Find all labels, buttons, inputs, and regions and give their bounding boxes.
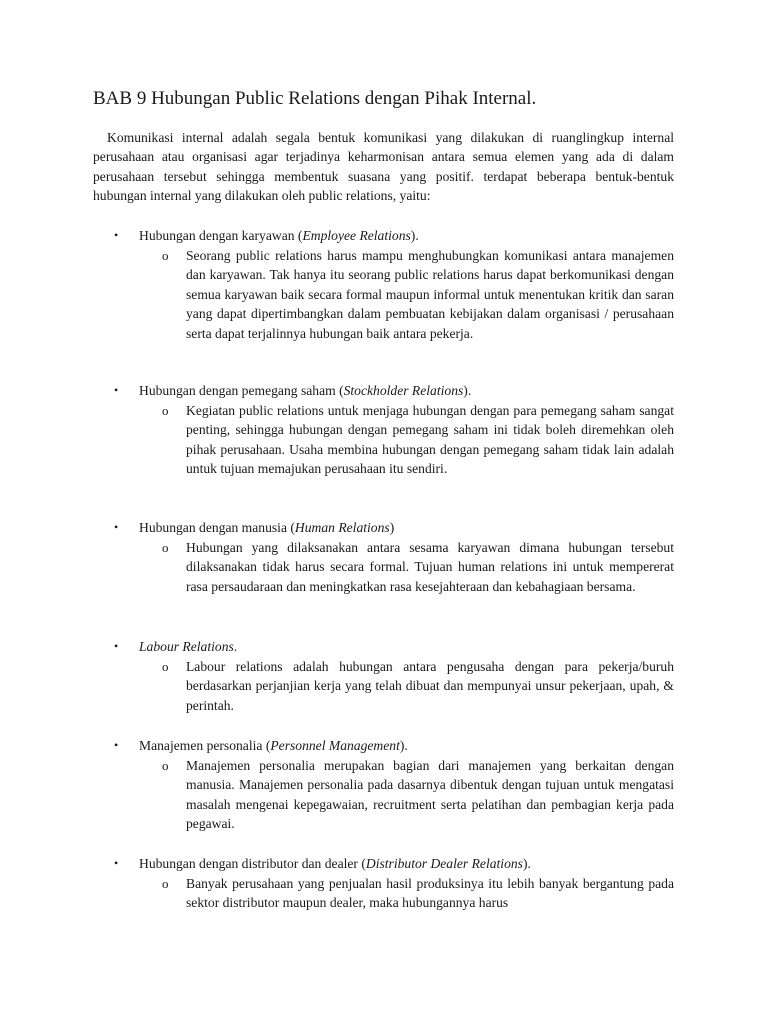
bullet-marker: •	[114, 639, 119, 653]
intro-paragraph: Komunikasi internal adalah segala bentuk komunikasi yang dilakukan di ruanglingkup internal perusahaan atau organisasi agar terjadinya keharmonisan antara semua elemen yang ada di dalam perusahaan tersebut sehingga membentuk suasana yang positif. terdapat beberapa bentuk-bentuk hubungan internal yang dilakukan oleh public relations, yaitu:	[93, 130, 674, 204]
sub-bullet-marker: o	[162, 248, 169, 263]
bullet-marker: •	[114, 738, 119, 752]
section-heading: Hubungan dengan distributor dan dealer (Distributor Dealer Relations).	[139, 856, 531, 871]
sub-bullet-marker: o	[162, 758, 169, 773]
sub-bullet-marker: o	[162, 403, 169, 418]
section-heading: Hubungan dengan karyawan (Employee Relations).	[139, 228, 419, 243]
section-heading: Manajemen personalia (Personnel Management).	[139, 738, 408, 753]
sub-bullet-marker: o	[162, 540, 169, 555]
bullet-marker: •	[114, 228, 119, 242]
section-body: Kegiatan public relations untuk menjaga hubungan dengan para pemegang saham sangat penting, sehingga hubungan dengan pemegang saham ini tidak boleh diremehkan oleh pihak perusahaan. Usaha membina hubungan dengan pemegang saham tidak lain adalah untuk tujuan memajukan perusahaan itu sendiri.	[186, 403, 674, 477]
bullet-marker: •	[114, 383, 119, 397]
section-body: Banyak perusahaan yang penjualan hasil produksinya itu lebih banyak bergantung pada sektor distributor maupun dealer, maka hubungannya harus	[186, 876, 674, 911]
section-body: Labour relations adalah hubungan antara pengusaha dengan para pekerja/buruh berdasarkan perjanjian kerja yang telah dibuat dan mempunyai unsur pekerjaan, upah, & perintah.	[186, 659, 674, 713]
bullet-marker: •	[114, 856, 119, 870]
sub-bullet-marker: o	[162, 659, 169, 674]
sub-bullet-marker: o	[162, 876, 169, 891]
section-heading: Hubungan dengan manusia (Human Relations)	[139, 520, 395, 535]
section-body: Hubungan yang dilaksanakan antara sesama karyawan dimana hubungan tersebut dilaksanakan tidak harus secara formal. Tujuan human relations ini untuk mempererat rasa persaudaraan dan meningkatkan rasa kesejahteraan dan kebahagiaan bersama.	[186, 540, 674, 594]
page-title: BAB 9 Hubungan Public Relations dengan Pihak Internal.	[93, 88, 537, 109]
bullet-marker: •	[114, 520, 119, 534]
section-body: Manajemen personalia merupakan bagian dari manajemen yang berkaitan dengan manusia. Manajemen personalia pada dasarnya dibentuk dengan tujuan untuk mengatasi masalah mengenai kepegawaian, recruitment serta pelatihan dan pembagian kerja pada pegawai.	[186, 758, 674, 832]
section-heading: Labour Relations.	[139, 639, 238, 654]
section-body: Seorang public relations harus mampu menghubungkan komunikasi antara manajemen dan karyawan. Tak hanya itu seorang public relations harus dapat berkomunikasi dengan semua karyawan baik secara formal maupun informal untuk menentukan kritik dan saran yang dapat dipertimbangkan dalam pembuatan kebijakan dalam organisasi / perusahaan serta dapat terjalinnya hubungan baik antara pekerja.	[186, 248, 674, 341]
section-heading: Hubungan dengan pemegang saham (Stockholder Relations).	[139, 383, 472, 398]
